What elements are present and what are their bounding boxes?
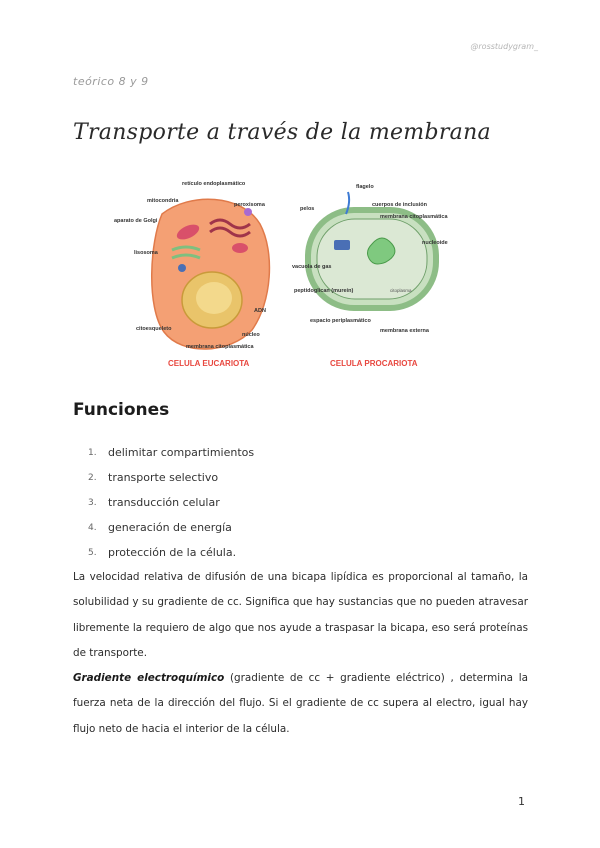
euk-label-adn: ADN bbox=[254, 308, 266, 314]
page-title: Transporte a través de la membrana bbox=[73, 120, 491, 145]
lecture-subtitle: teórico 8 y 9 bbox=[73, 75, 149, 88]
pro-label-externa: membrana externa bbox=[380, 328, 429, 334]
pro-label-citoplasma: citoplasma bbox=[390, 288, 412, 293]
author-handle: @rosstudygram_ bbox=[470, 42, 538, 51]
list-text: delimitar compartimientos bbox=[108, 446, 255, 459]
euk-label-nucleo: núcleo bbox=[242, 332, 260, 338]
pro-label-membrana: membrana citoplasmática bbox=[380, 214, 448, 220]
euk-label-perox: peroxisoma bbox=[234, 202, 265, 208]
euk-label-golgi: aparato de Golgi bbox=[114, 218, 158, 224]
prokaryotic-cell-illustration bbox=[292, 184, 448, 368]
pro-label-pelos: pelos bbox=[300, 206, 315, 212]
pro-label-flagelo: flagelo bbox=[356, 184, 374, 190]
euk-label-reticulo: retículo endoplasmático bbox=[182, 181, 246, 187]
eukaryotic-cell-illustration bbox=[114, 181, 269, 368]
pro-label-nucleoide: nucleoide bbox=[422, 240, 448, 246]
list-text: protección de la célula. bbox=[108, 546, 237, 559]
pro-label-vacuola: vacuola de gas bbox=[292, 264, 332, 270]
list-number: 2. bbox=[88, 472, 97, 483]
section-heading-funciones: Funciones bbox=[73, 400, 170, 420]
funciones-list bbox=[88, 440, 254, 565]
term-gradiente-electroquimico: Gradiente electroquímico bbox=[73, 672, 225, 684]
list-text: transducción celular bbox=[108, 496, 220, 509]
list-text: transporte selectivo bbox=[108, 471, 219, 484]
list-number: 5. bbox=[88, 547, 97, 558]
gradiente-definition: (gradiente de cc + gradiente eléctrico) , determina la fuerza neta de la dirección del flujo. Si el gradiente de cc supera al electro, igual hay flujo neto de hacia el interior de la célula. bbox=[73, 672, 528, 735]
list-number: 3. bbox=[88, 497, 97, 508]
pro-label-espacio: espacio periplasmático bbox=[310, 318, 371, 324]
euk-label-lisosoma: lisosoma bbox=[134, 250, 158, 256]
euk-label-mito: mitocondria bbox=[147, 198, 179, 204]
page-number: 1 bbox=[518, 795, 525, 808]
list-item bbox=[88, 540, 254, 565]
euk-label-membrana: membrana citoplasmática bbox=[186, 344, 254, 350]
pro-label-cuerpos: cuerpos de inclusión bbox=[372, 202, 428, 208]
list-number: 1. bbox=[88, 447, 97, 458]
list-text: generación de energía bbox=[108, 521, 232, 534]
list-number: 4. bbox=[88, 522, 97, 533]
list-item bbox=[88, 515, 254, 540]
list-item bbox=[88, 465, 254, 490]
cell-comparison-figure bbox=[110, 172, 450, 372]
list-item bbox=[88, 490, 254, 515]
paragraph-gradiente bbox=[73, 666, 528, 742]
euk-caption: CELULA EUCARIOTA bbox=[168, 359, 250, 368]
list-item bbox=[88, 440, 254, 465]
paragraph-difusion: La velocidad relativa de difusión de una bicapa lipídica es proporcional al tamaño, la solubilidad y su gradiente de cc. Significa que hay sustancias que no pueden atravesar libremente la requiero de algo que nos ayude a traspasar la bicapa, eso será proteínas de transporte. bbox=[73, 571, 528, 659]
pro-label-peptido: peptidoglican (mureín) bbox=[294, 288, 354, 294]
pro-caption: CELULA PROCARIOTA bbox=[330, 359, 418, 368]
euk-label-citoesq: citoesqueleto bbox=[136, 326, 172, 332]
